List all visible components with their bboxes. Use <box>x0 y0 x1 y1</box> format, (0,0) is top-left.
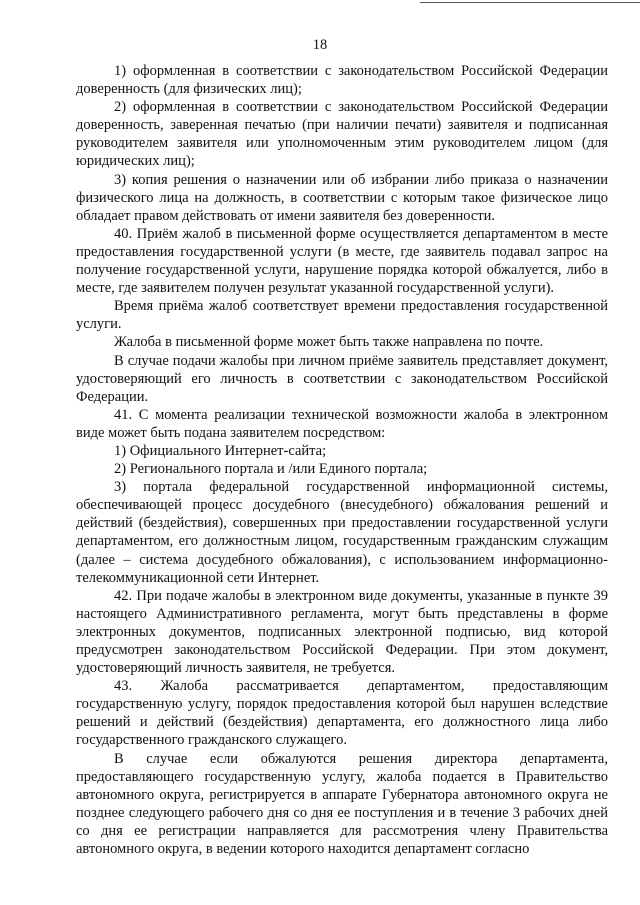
top-edge-rule <box>420 2 640 3</box>
paragraph-41-item-2: 2) Регионального портала и /или Единого портала; <box>114 461 428 478</box>
paragraph-doc-appointment: 3) копия решения о назначении или об избрании либо приказа о назначении физического лица на должность, в соответствии с которым такое физическое лицо обладает правом действовать от имени заявителя без доверенности. <box>76 171 608 224</box>
paragraph-41: 41. С момента реализации технической возможности жалоба в электронном виде может быть подана заявителем посредством: <box>76 406 608 441</box>
paragraph-personal-reception: В случае подачи жалобы при личном приёме заявитель представляет документ, удостоверяющий его личность в соответствии с законодательством Российской Федерации. <box>76 352 608 405</box>
paragraph-42: 42. При подаче жалобы в электронном виде документы, указанные в пункте 39 настоящего Административного регламента, могут быть представлены в форме электронных документов, подписанных электронной подписью, вид которой предусмотрен законодательством Российской Федерации. При этом документ, удостоверяющий личность заявителя, не требуется. <box>76 587 608 677</box>
paragraph-40: 40. Приём жалоб в письменной форме осуществляется департаментом в месте предоставления государственной услуги (в месте, где заявитель подавал запрос на получение государственной услуги, нарушение порядка которой обжалуется, либо в месте, где заявителем получен результат указанной государственной услуги). <box>76 225 608 297</box>
paragraph-reception-time: Время приёма жалоб соответствует времени предоставления государственной услуги. <box>76 298 608 333</box>
paragraph-41-item-3: 3) портала федеральной государственной информационной системы, обеспечивающей процесс досудебного (внесудебного) обжалования решений и действий (бездействия), совершенных при предоставлении государственной услуги департаментом, его должностным лицом, государственным гражданским служащим (далее – система досудебного обжалования), с использованием информационно-телекоммуникационной сети Интернет. <box>76 479 608 586</box>
paragraph-doc-individual: 1) оформленная в соответствии с законодательством Российской Федерации доверенность (для физических лиц); <box>76 63 608 98</box>
paragraph-director-appeal: В случае если обжалуются решения директора департамента, предоставляющего государственную услугу, жалоба подается в Правительство автономного округа, регистрируется в аппарате Губернатора автономного округа не позднее следующего рабочего дня со дня ее поступления и в течение 3 рабочих дней со дня ее регистрации направляется для рассмотрения члену Правительства автономного округа, в ведении которого находится департамент согласно <box>76 750 608 858</box>
paragraph-41-item-1: 1) Официального Интернет-сайта; <box>114 442 327 459</box>
paragraph-43: 43. Жалоба рассматривается департаментом, предоставляющим государственную услугу, порядок предоставления которой был нарушен вследствие решений и действий (бездействия) департамента, его должностного лица либо государственного гражданского служащего. <box>76 678 608 749</box>
document-body <box>76 62 608 858</box>
paragraph-by-mail: Жалоба в письменной форме может быть также направлена по почте. <box>114 334 544 351</box>
page-number: 18 <box>312 37 328 53</box>
paragraph-doc-legal: 2) оформленная в соответствии с законодательством Российской Федерации доверенность, заверенная печатью (при наличии печати) заявителя и подписанная руководителем заявителя или уполномоченным этим руководителем лицом (для юридических лиц); <box>76 99 608 170</box>
